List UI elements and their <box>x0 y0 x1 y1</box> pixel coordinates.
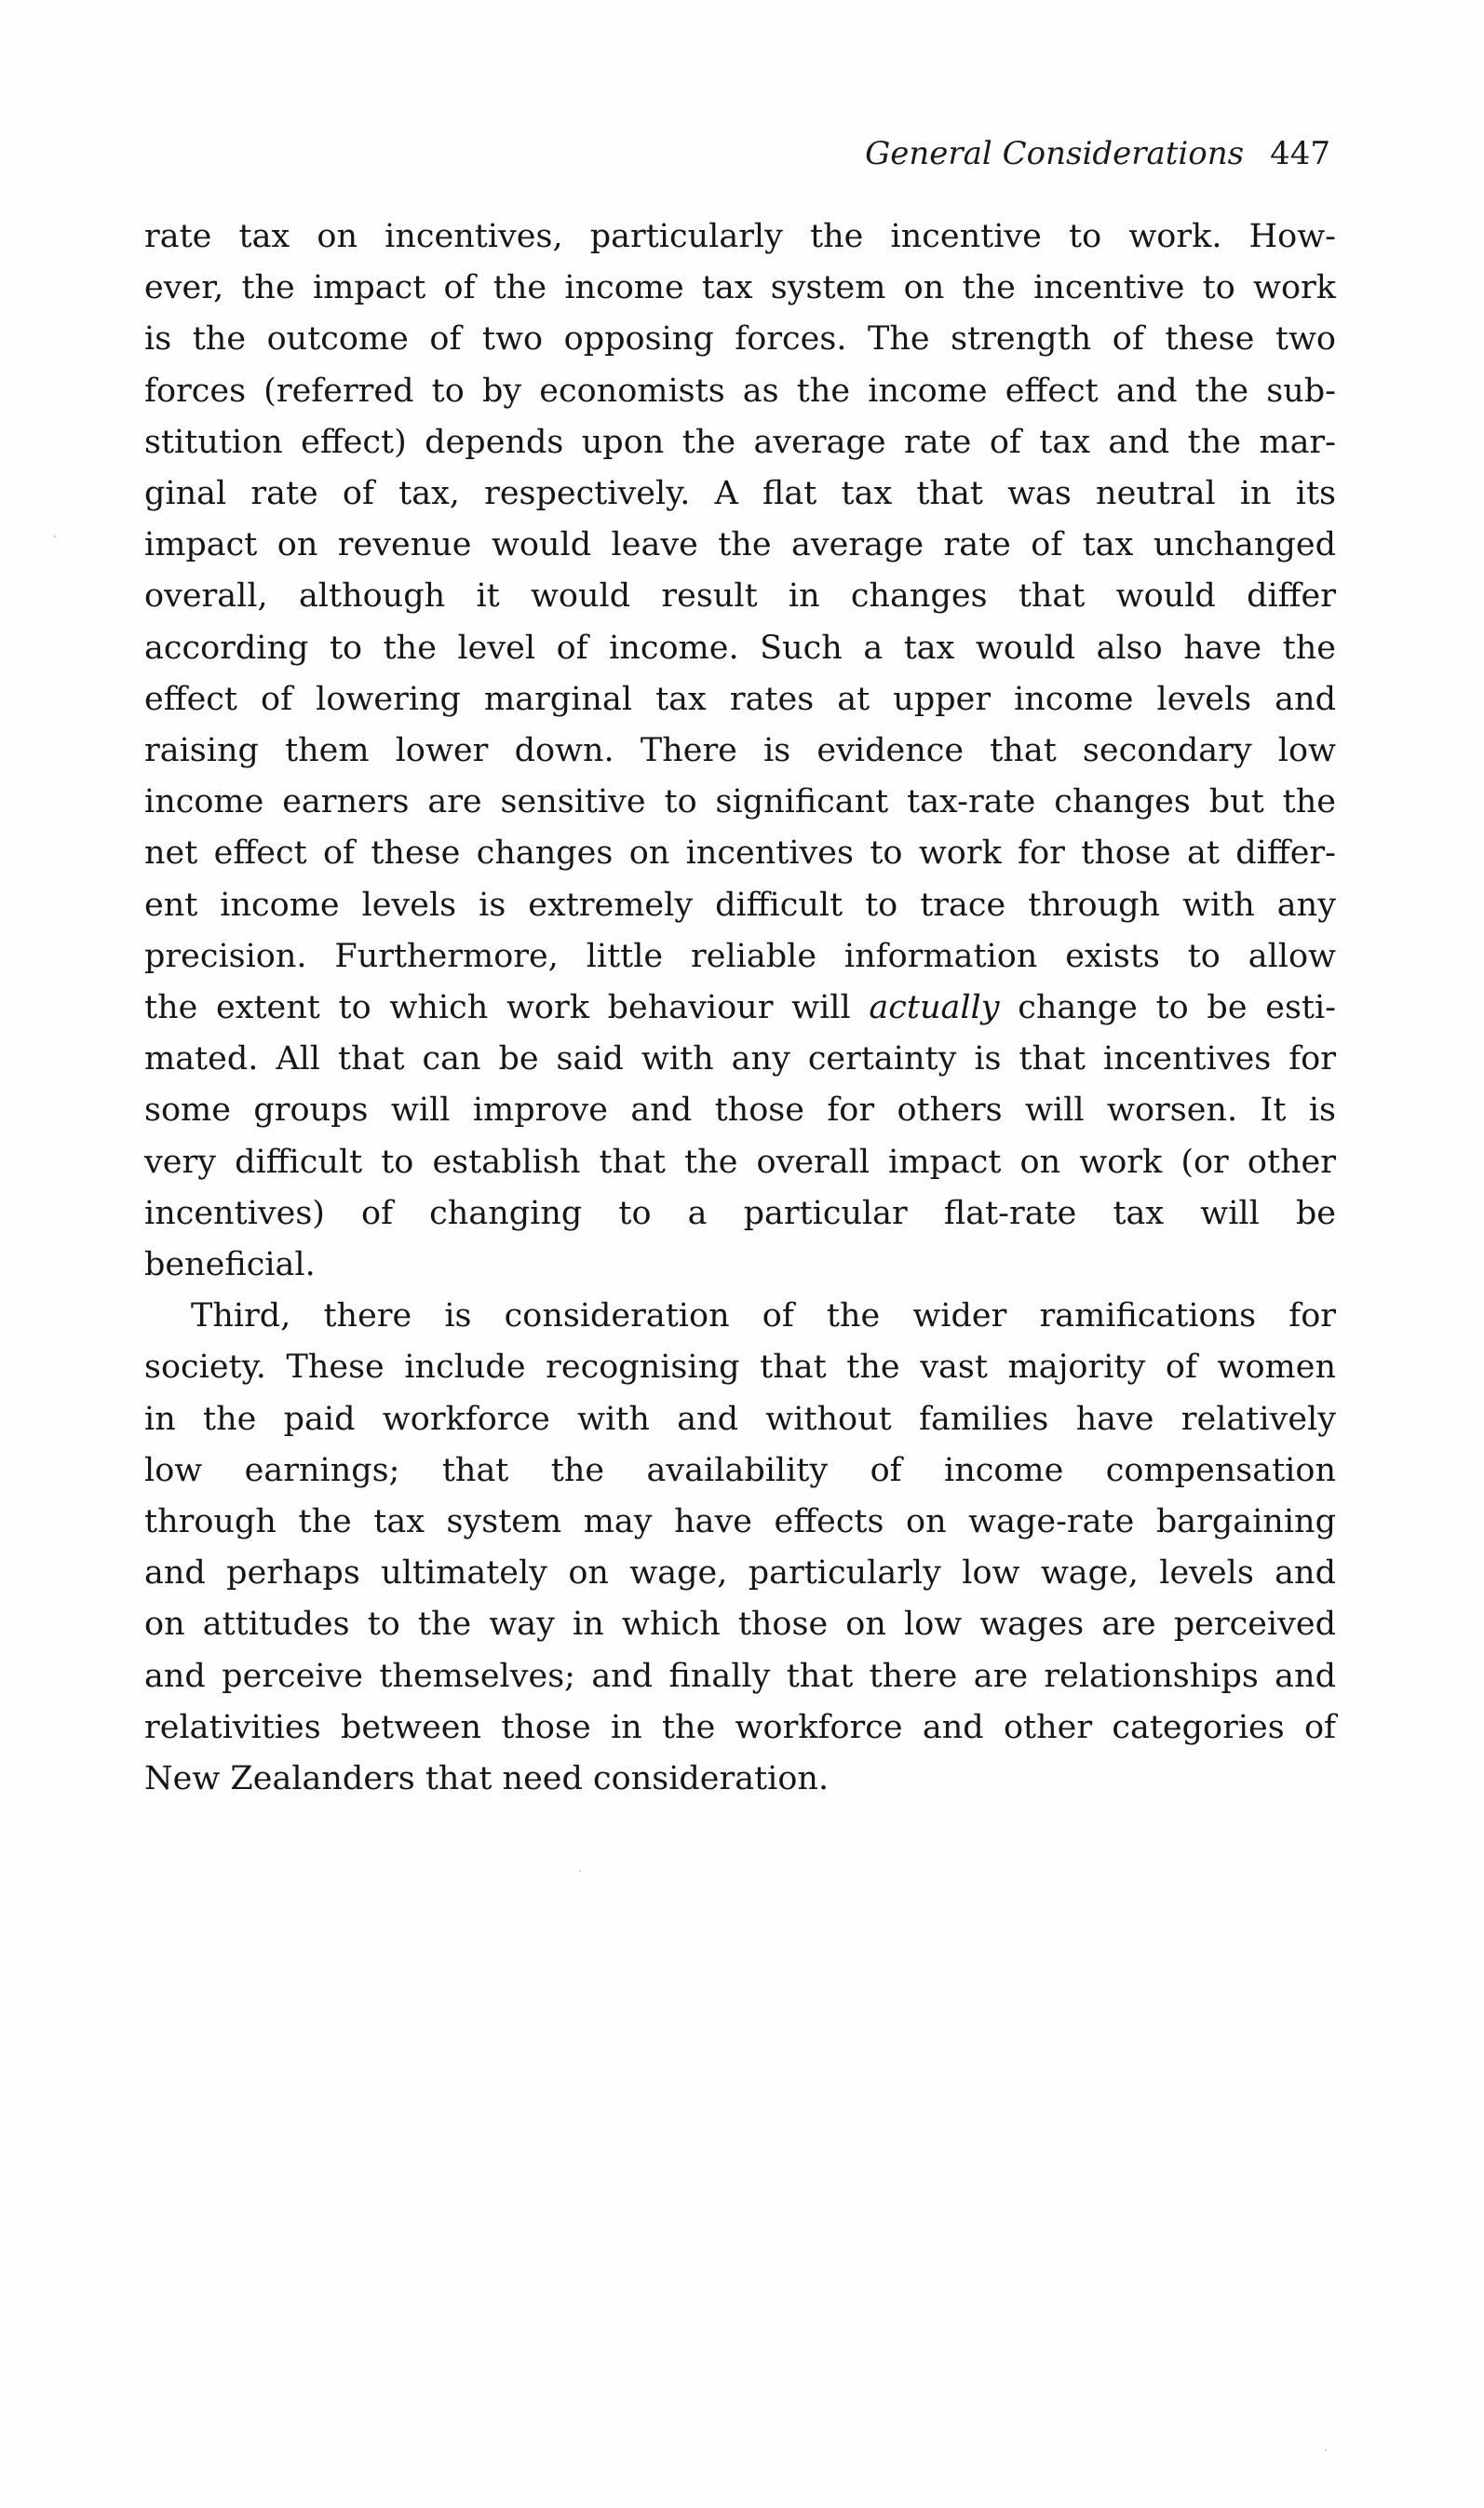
running-title: General Considerations <box>865 135 1245 172</box>
text-line: in the paid workforce with and without families have relatively <box>144 1400 1336 1438</box>
text-line: mated. All that can be said with any certainty is that incentives for <box>144 1040 1336 1078</box>
text-line: very difficult to establish that the overall impact on work (or other <box>144 1143 1336 1181</box>
text-line-with-emphasis <box>144 983 1336 1034</box>
text-line: ever, the impact of the income tax system on the incentive to work <box>144 269 1336 307</box>
text-line: society. These include recognising that the vast majority of women <box>144 1349 1336 1387</box>
text-segment: change to be esti- <box>999 989 1337 1027</box>
text-line: rate tax on incentives, particularly the incentive to work. How- <box>144 218 1336 255</box>
text-line: overall, although it would result in changes that would differ <box>144 577 1336 616</box>
text-segment: the extent to which work behaviour will <box>144 989 870 1027</box>
paragraph-incentives <box>144 211 1336 1291</box>
text-line: ginal rate of tax, respectively. A flat tax that was neutral in its <box>144 475 1336 513</box>
text-line: low earnings; that the availability of income compensation <box>144 1451 1336 1489</box>
text-line: precision. Furthermore, little reliable information exists to allow <box>144 937 1336 975</box>
scan-speck <box>54 535 56 537</box>
text-line: and perhaps ultimately on wage, particularly low wage, levels and <box>144 1554 1336 1593</box>
running-head <box>865 135 1330 172</box>
text-line: according to the level of income. Such a tax would also have the <box>144 629 1336 667</box>
text-line: ent income levels is extremely difficult to trace through with any <box>144 886 1336 924</box>
body-text <box>144 211 1336 1805</box>
scan-speck <box>1325 2449 1327 2451</box>
text-line: raising them lower down. There is evidence that secondary low <box>144 732 1336 770</box>
text-line: impact on revenue would leave the average rate of tax unchanged <box>144 526 1336 564</box>
text-line: income earners are sensitive to significant tax-rate changes but the <box>144 783 1336 821</box>
scan-speck <box>579 1870 581 1872</box>
text-line: is the outcome of two opposing forces. The strength of these two <box>144 320 1336 359</box>
text-line: some groups will improve and those for others will worsen. It is <box>144 1091 1336 1130</box>
text-line: incentives) of changing to a particular flat-rate tax will be <box>144 1194 1336 1232</box>
text-line: New Zealanders that need consideration. <box>144 1760 830 1798</box>
text-line: effect of lowering marginal tax rates at upper income levels and <box>144 680 1336 718</box>
text-line: Third, there is consideration of the wider ramifications for <box>191 1297 1336 1335</box>
text-line: relativities between those in the workforce and other categories of <box>144 1708 1336 1746</box>
page-number: 447 <box>1270 135 1330 172</box>
text-line: stitution effect) depends upon the average rate of tax and the mar- <box>144 423 1336 461</box>
text-line: net effect of these changes on incentives to work for those at differ- <box>144 834 1336 873</box>
text-line: on attitudes to the way in which those on low wages are perceived <box>144 1606 1336 1644</box>
text-line: through the tax system may have effects on wage-rate bargaining <box>144 1503 1336 1541</box>
text-line: beneficial. <box>144 1246 316 1284</box>
paragraph-wider-ramifications <box>144 1291 1336 1805</box>
text-line: and perceive themselves; and finally that there are relationships and <box>144 1657 1336 1695</box>
emphasis-actually: actually <box>869 989 1000 1027</box>
text-line: forces (referred to by economists as the income effect and the sub- <box>144 372 1336 410</box>
